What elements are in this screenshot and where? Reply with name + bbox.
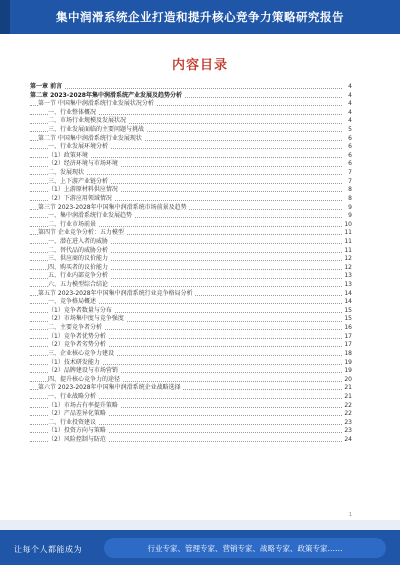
toc-entry-title: 第三节 2023-2028年中国集中润滑系统市场前景及趋势 — [38, 203, 187, 211]
toc-entry[interactable] — [30, 117, 352, 126]
toc-entry-title: 一、行业整体概况 — [48, 108, 97, 116]
toc-entry-title: （1）投资方向与策略 — [48, 427, 106, 435]
toc-entry-page: 19 — [344, 358, 352, 366]
toc-entry-page: 15 — [344, 315, 352, 323]
toc-entry-page: 13 — [344, 281, 352, 289]
toc-entry[interactable] — [30, 402, 352, 411]
toc-entry[interactable] — [30, 255, 352, 264]
toc-entry[interactable] — [30, 298, 352, 307]
toc-entry-page: 12 — [344, 263, 352, 271]
toc-entry-title: （2）风险控制与防范 — [48, 435, 106, 443]
toc-entry-title: 二、替代品的威胁分析 — [48, 246, 109, 254]
toc-entry[interactable] — [30, 169, 352, 178]
toc-entry-page: 8 — [348, 194, 352, 202]
toc-entry[interactable] — [30, 83, 352, 92]
toc-entry-page: 6 — [348, 143, 352, 151]
toc-entry-page: 7 — [348, 169, 352, 177]
toc-entry[interactable] — [30, 204, 352, 213]
toc-entry[interactable] — [30, 341, 352, 350]
toc-entry-page: 12 — [344, 255, 352, 263]
toc-entry[interactable] — [30, 272, 352, 281]
toc-entry[interactable] — [30, 238, 352, 247]
toc-entry-title: 六、五力模型综合结论 — [48, 281, 109, 289]
toc-entry[interactable] — [30, 281, 352, 290]
toc-entry-title: （1）技术研发能力 — [48, 358, 100, 366]
toc-entry-title: 第一章 前言 — [30, 83, 63, 90]
toc-entry-title: （2）竞争者劣势分析 — [48, 341, 106, 349]
toc-entry-page: 11 — [344, 229, 352, 237]
toc-entry-title: （1）竞争者优势分析 — [48, 332, 106, 340]
toc-leader-dots — [30, 88, 342, 89]
toc-entry-title: （1）市场占有率提升策略 — [48, 401, 118, 409]
toc-entry-title: 第二节 中国集中润滑系统行业发展现状 — [38, 134, 142, 142]
toc-entry[interactable] — [30, 195, 352, 204]
toc-entry[interactable] — [30, 410, 352, 419]
toc-entry-page: 7 — [348, 177, 352, 185]
toc-entry-title: （2）下游应用领域情况 — [48, 194, 112, 202]
toc-entry-title: 二、主要竞争者分析 — [48, 324, 103, 332]
toc-entry[interactable] — [30, 384, 352, 393]
toc-entry-title: 二、发展现状 — [48, 169, 85, 177]
toc-entry-title: （1）政策环境 — [48, 151, 88, 159]
toc-entry-title: 四、购买者的议价能力 — [48, 263, 109, 271]
toc-entry-title: 二、行业市场前景 — [48, 220, 97, 228]
toc-entry-page: 16 — [344, 324, 352, 332]
toc-entry-page: 4 — [348, 83, 352, 90]
toc-entry[interactable] — [30, 212, 352, 221]
toc-entry-page: 23 — [344, 427, 352, 435]
toc-entry-title: 二、行业投资建议 — [48, 418, 97, 426]
toc-entry-page: 4 — [348, 91, 352, 99]
table-of-contents — [30, 83, 352, 445]
toc-entry-title: 三、企业核心竞争力建设 — [48, 349, 115, 357]
toc-entry-page: 19 — [344, 367, 352, 375]
footer-tagline: 行业专家、管理专家、营销专家、战略专家、政策专家…… — [147, 544, 343, 553]
toc-entry[interactable] — [30, 290, 352, 299]
toc-entry-title: 一、集中润滑系统行业发展趋势 — [48, 212, 133, 220]
toc-entry-title: 一、竞争格局概述 — [48, 298, 97, 306]
toc-entry[interactable] — [30, 247, 352, 256]
toc-entry-page: 9 — [348, 203, 352, 211]
toc-entry-title: 第四节 企业竞争分析：五力模型 — [38, 229, 124, 237]
toc-entry-page: 6 — [348, 160, 352, 168]
toc-entry[interactable] — [30, 350, 352, 359]
toc-entry-page: 6 — [348, 151, 352, 159]
toc-entry-page: 10 — [344, 220, 352, 228]
footer-badge — [104, 538, 386, 558]
header-title: 集中润滑系统企业打造和提升核心竞争力策略研究报告 — [56, 10, 344, 24]
toc-entry-page: 21 — [344, 392, 352, 400]
toc-entry-title: 第六节 2023-2028年中国集中润滑系统企业战略选择 — [38, 384, 181, 392]
page-number: 1 — [348, 512, 352, 518]
toc-entry[interactable] — [30, 324, 352, 333]
toc-entry-title: 三、行业发展面临的主要问题与挑战 — [48, 126, 145, 134]
toc-entry[interactable] — [30, 92, 352, 101]
toc-entry[interactable] — [30, 160, 352, 169]
toc-entry-page: 15 — [344, 306, 352, 314]
toc-entry-title: 一、行业战略分析 — [48, 392, 97, 400]
toc-entry-page: 4 — [348, 117, 352, 125]
toc-entry-title: 一、行业发展环境分析 — [48, 143, 109, 151]
toc-entry-title: （2）经济环境与市场环境 — [48, 160, 118, 168]
toc-entry[interactable] — [30, 436, 352, 445]
toc-entry-page: 17 — [344, 341, 352, 349]
toc-entry-title: 二、市场行业规模及发展状况 — [48, 117, 127, 125]
toc-entry-page: 14 — [344, 289, 352, 297]
toc-entry[interactable] — [30, 359, 352, 368]
toc-entry[interactable] — [30, 315, 352, 324]
toc-entry-title: 三、供应商的议价能力 — [48, 255, 109, 263]
toc-entry-title: （2）品牌建设与市场营销 — [48, 367, 118, 375]
footer-stripe — [0, 520, 400, 530]
toc-entry-title: 四、提升核心竞争力的途径 — [48, 375, 121, 383]
toc-entry[interactable] — [30, 367, 352, 376]
toc-entry-page: 11 — [344, 246, 352, 254]
page-header — [0, 0, 400, 34]
toc-entry[interactable] — [30, 427, 352, 436]
toc-entry-title: 第二章 2023-2028年集中润滑系统产业发展及趋势分析 — [30, 91, 182, 99]
toc-entry-page: 6 — [348, 134, 352, 142]
toc-entry-title: （2）市场集中度与竞争强度 — [48, 315, 124, 323]
page-footer — [0, 530, 400, 565]
toc-entry[interactable] — [30, 126, 352, 135]
toc-entry-page: 21 — [344, 384, 352, 392]
toc-entry-page: 9 — [348, 212, 352, 220]
toc-entry-title: 一、潜在进入者的威胁 — [48, 237, 109, 245]
toc-entry[interactable] — [30, 393, 352, 402]
toc-entry[interactable] — [30, 333, 352, 342]
toc-entry[interactable] — [30, 229, 352, 238]
toc-entry-page: 4 — [348, 108, 352, 116]
toc-entry[interactable] — [30, 100, 352, 109]
toc-entry-title: 第一节 中国集中润滑系统行业发展状况分析 — [38, 100, 154, 108]
toc-entry[interactable] — [30, 135, 352, 144]
toc-entry[interactable] — [30, 186, 352, 195]
toc-entry-title: （2）产品差异化策略 — [48, 410, 106, 418]
toc-heading: 内容目录 — [171, 58, 228, 73]
toc-entry-page: 8 — [348, 186, 352, 194]
footer-slogan: 让每个人都能成为 — [14, 545, 82, 554]
toc-entry-page: 18 — [344, 349, 352, 357]
toc-entry-page: 5 — [348, 126, 352, 134]
toc-entry-title: （1）上游原材料供应情况 — [48, 186, 118, 194]
toc-entry-page: 24 — [344, 435, 352, 443]
toc-entry-title: 三、上下游产业链分析 — [48, 177, 109, 185]
toc-entry-title: 五、行业内部竞争分析 — [48, 272, 109, 280]
toc-entry-page: 20 — [344, 375, 352, 383]
toc-entry-page: 22 — [344, 401, 352, 409]
toc-entry-page: 23 — [344, 418, 352, 426]
toc-entry-page: 17 — [344, 332, 352, 340]
toc-entry-title: 第五节 2023-2028年中国集中润滑系统行业竞争格局分析 — [38, 289, 193, 297]
toc-entry-page: 14 — [344, 298, 352, 306]
toc-entry-page: 13 — [344, 272, 352, 280]
toc-entry[interactable] — [30, 143, 352, 152]
toc-entry-page: 11 — [344, 237, 352, 245]
toc-entry-page: 22 — [344, 410, 352, 418]
toc-entry-page: 4 — [348, 100, 352, 108]
toc-entry-title: （1）竞争者数量与分布 — [48, 306, 112, 314]
